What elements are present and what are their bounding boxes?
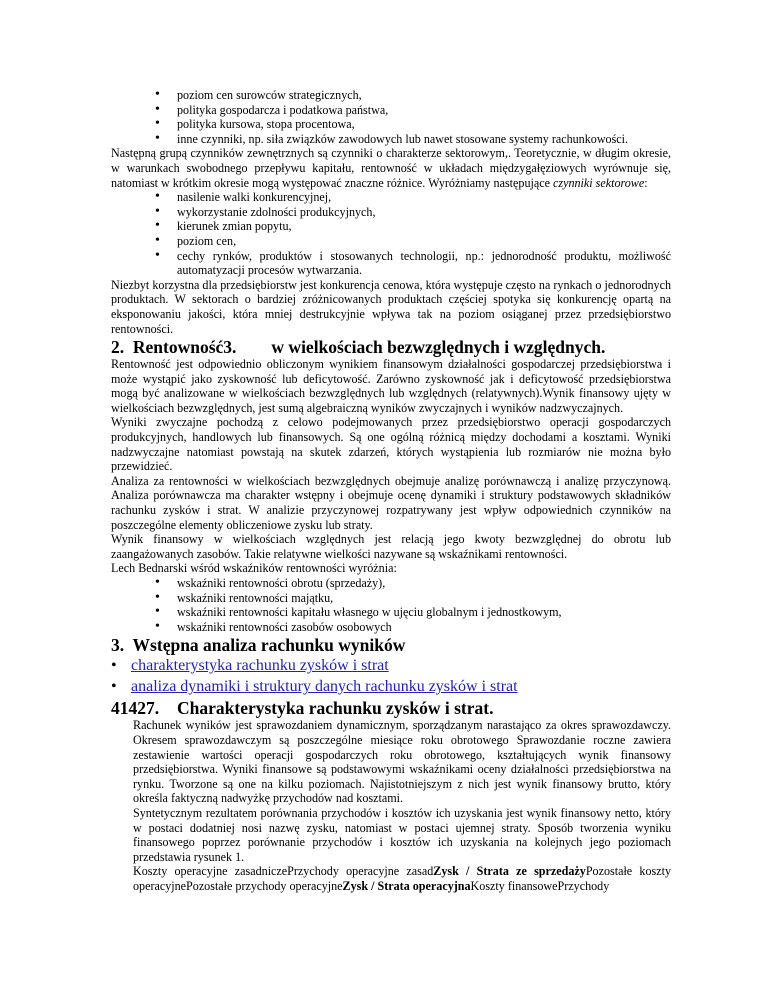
heading-section-2: 2. Rentowność3. w wielkościach bezwzględnych i względnych. bbox=[111, 337, 606, 358]
list-item: • wskaźniki rentowności majątku, bbox=[111, 591, 671, 606]
heading-section-3: 3. Wstępna analiza rachunku wyników bbox=[111, 635, 406, 656]
link-item bbox=[111, 655, 671, 676]
paragraph-bednarski: Lech Bednarski wśród wskaźników rentowności wyróżnia: bbox=[111, 561, 397, 576]
heading-number: 41427. bbox=[111, 698, 160, 719]
heading-section-41427 bbox=[111, 699, 671, 718]
link-income-statement[interactable]: charakterystyka rachunku zysków i strat bbox=[131, 657, 389, 675]
paragraph-sector-factors: Następną grupą czynników zewnętrznych są czynniki o charakterze sektorowym,. Teoretycznie, w długim okresie, w warunkach swobodnego przepływu kapitału, rentowność w układach międzygałęziowych wyrównuje się, natomiast w krótkim okresie mogą występować znaczne różnice. Wyróżniamy następujące czynniki sektorowe: bbox=[111, 146, 671, 190]
paragraph-analysis: Analiza za rentowności w wielkościach bezwzględnych obejmuje analizę porównawczą i analizę przyczynową. Analiza porównawcza ma charakter wstępny i obejmuje ocenę dynamiki i struktury podstawowych składników rachunku zysków i strat. W analizie przyczynowej rozpatrywany jest wpływ odpowiednich czynników na poszczególne elementy obliczeniowe zysku lub straty. bbox=[111, 473, 671, 532]
list-item: • nasilenie walki konkurencyjnej, bbox=[111, 190, 671, 205]
document-page bbox=[111, 88, 671, 894]
list-item: • wskaźniki rentowności kapitału własnego w ujęciu globalnym i jednostkowym, bbox=[111, 605, 671, 620]
list-item: • poziom cen surowców strategicznych, bbox=[111, 88, 671, 103]
external-factors-list bbox=[111, 88, 671, 146]
paragraph-figure-text: Koszty operacyjne zasadniczePrzychody operacyjne zasadZysk / Strata ze sprzedażyPozostałe koszty operacyjnePozostałe przychody operacyjneZysk / Strata operacyjnaKoszty finansowePrzychody bbox=[133, 864, 671, 893]
paragraph-net-result: Syntetycznym rezultatem porównania przychodów i kosztów ich uzyskania jest wynik finansowy netto, który w postaci dodatniej nosi nazwę zysku, natomiast w postaci ujemnej straty. Sposób tworzenia wyniku finansowego poprzez porównanie przychodów i kosztów ich uzyskania na kolejnych jego poziomach przedstawia rysunek 1. bbox=[133, 805, 671, 864]
list-item: • polityka kursowa, stopa procentowa, bbox=[111, 117, 671, 132]
list-item: • cechy rynków, produktów i stosowanych technologii, np.: jednorodność produktu, możliwość automatyzacji procesów wytwarzania. bbox=[111, 249, 671, 278]
indented-section bbox=[111, 718, 671, 893]
list-item: • inne czynniki, np. siła związków zawodowych lub nawet stosowane systemy rachunkowości. bbox=[111, 132, 671, 147]
paragraph-relative-result: Wynik finansowy w wielkościach względnych jest relacją jego kwoty bezwzględnej do obrotu lub zaangażowanych zasobów. Takie relatywne wielkości nazywane są wskaźnikami rentowności. bbox=[111, 532, 671, 561]
paragraph-profitability: Rentowność jest odpowiednio obliczonym wynikiem finansowym działalności gospodarczej przedsiębiorstwa i może wystąpić jako zyskowność lub deficytowość. Zarówno zyskowność jak i deficytowość przedsiębiorstwa mogą być analizowane w wielkościach bezwzględnych lub względnych (relatywnych).Wynik finansowy ujęty w wielkościach bezwzględnych, jest sumą algebraiczną wyników zwyczajnych i wyników nadzwyczajnych. bbox=[111, 357, 671, 415]
list-item: • wskaźniki rentowności obrotu (sprzedaży), bbox=[111, 576, 671, 591]
link-list bbox=[111, 655, 671, 697]
paragraph-competition: Niezbyt korzystna dla przedsiębiorstw jest konkurencja cenowa, która występuje często na rynkach o jednorodnych produktach. W sektorach o bardziej zróżnicowanych produktach częściej spotyka się konkurencję opartą na eksponowaniu jakości, która mniej destrukcyjnie wpływa tak na poziom osiąganej przez przedsiębiorstwo rentowności. bbox=[111, 277, 671, 336]
link-dynamics-analysis[interactable]: analiza dynamiki i struktury danych rachunku zysków i strat bbox=[131, 678, 518, 696]
link-item bbox=[111, 676, 671, 697]
list-item: • wykorzystanie zdolności produkcyjnych, bbox=[111, 205, 671, 220]
emphasis-text: czynniki sektorowe bbox=[553, 175, 645, 190]
paragraph-ordinary-results: Wyniki zwyczajne pochodzą z celowo podejmowanych przez przedsiębiorstwo operacji gospodarczych produkcyjnych, handlowych lub finansowych. Są one ogólną różnicą między dochodami a kosztami. Wyniki nadzwyczajne natomiast powstają na skutek zdarzeń, których wystąpienia lub rozmiarów nie można było przewidzieć. bbox=[111, 415, 671, 474]
sector-factors-list bbox=[111, 190, 671, 278]
list-item: • polityka gospodarcza i podatkowa państwa, bbox=[111, 103, 671, 118]
heading-text: Charakterystyka rachunku zysków i strat. bbox=[177, 698, 494, 719]
list-item: • wskaźniki rentowności zasobów osobowych bbox=[111, 620, 671, 635]
list-item: • poziom cen, bbox=[111, 234, 671, 249]
list-item: • kierunek zmian popytu, bbox=[111, 219, 671, 234]
paragraph-income-statement: Rachunek wyników jest sprawozdaniem dynamicznym, sporządzanym narastająco za okres sprawozdawczy. Okresem sprawozdawczym są poszczególne miesiące roku obrotowego Sprawozdanie roczne zawiera zestawienie wartości operacji gospodarczych roku obrotowego, kształtujących wynik finansowy przedsiębiorstwa. Wyniki finansowe są podstawowymi wskaźnikami oceny działalności przedsiębiorstwa na rynku. Tworzone są one na kilku poziomach. Najistotniejszym z nich jest wynik finansowy brutto, który określa faktyczną nadwyżkę przychodów nad kosztami. bbox=[133, 718, 671, 806]
profitability-indicators-list bbox=[111, 576, 671, 634]
